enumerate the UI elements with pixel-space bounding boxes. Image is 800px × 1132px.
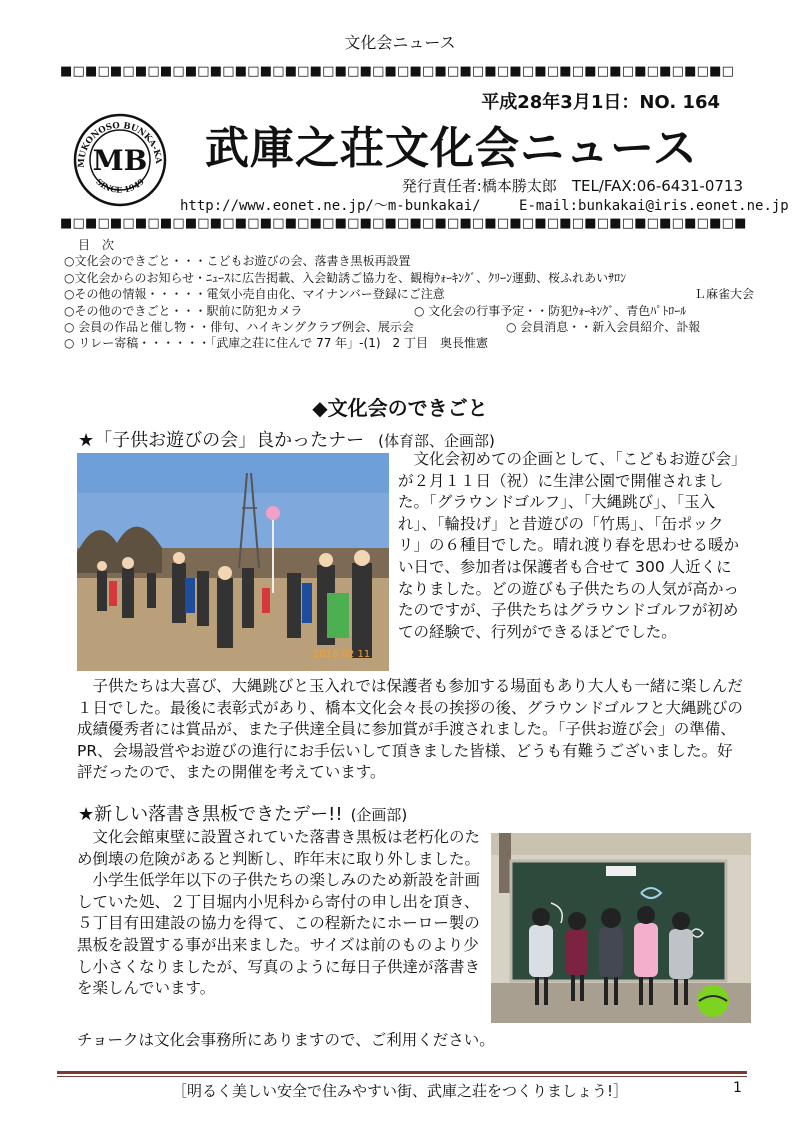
toc-item[interactable]: ○文化会のできごと・・・こどもお遊びの会、落書き黒板再設置 — [64, 254, 411, 269]
article2-title — [78, 800, 407, 826]
toc-item[interactable]: ○その他の情報・・・・・電気小売自由化、マイナンバー登録にご注意 Ｌ麻雀大会 — [64, 287, 754, 302]
footer-rule — [57, 1071, 747, 1074]
article2-paragraph: 小学生低学年以下の子供たちの楽しみのため新設を計画していた処、２丁目堀内小児科から寄付の申し出を頂き、５丁目有田建設の協力を得て、この程新たにホーロー製の黒板を設置する事が出来ました。サイズは前のものより少し小さくなりましたが、写真のように毎日子供達が落書きを楽しんでいます。 — [77, 871, 481, 998]
footer-slogan: ［明るく美しい安全で住みやすい街、武庫之荘をつくりましょう!］ — [171, 1082, 629, 1100]
photo-date-stamp: 2016 02 11 — [313, 649, 371, 660]
web-contact — [180, 195, 789, 215]
logo-initials: MB — [92, 144, 148, 177]
article1-dept: (体育部、企画部) — [378, 432, 495, 450]
square-divider-top: ■□■□■□■□■□■□■□■□■□■□■□■□■□■□■□■□■□■□■□■□■□■□■□■□■□■□■□ — [60, 64, 735, 79]
toc-item-right[interactable]: Ｌ麻雀大会 — [693, 287, 754, 302]
logo-arc-text: MUKONOSO BUNKA-KA — [76, 120, 164, 168]
article1-paragraph: 文化会初めての企画として、「こどもお遊び会」が２月１１日（祝）に生津公園で開催されました。「グラウンドゴルフ」、「大縄跳び」、「玉入れ」、「輪投げ」と昔遊びの「竹馬」、「缶ポックリ」の６種目でした。晴れ渡り春を思わせる暖かい日で、参加者は保護者も合せて 300 人近くになりました。どの遊びも子供たちの人気が高かったのですが、子供たちはグラウンドゴルフが初めての経験で、行列ができるほどでした。 — [398, 450, 740, 641]
toc-item[interactable]: ○文化会からのお知らせ・ﾆｭｰｽに広告掲載、入会勧誘ご協力を、観梅ｳｫｰｷﾝｸﾞ、ｸﾘｰﾝ運動、桜ふれあいｻﾛﾝ — [64, 270, 627, 285]
section-heading: ◆文化会のできごと — [312, 396, 488, 420]
mb-logo — [72, 112, 168, 208]
article2-paragraph: 文化会館東壁に設置されていた落書き黒板は老朽化のため倒壊の危険があると判断し、昨年末に取り外しました。 — [77, 828, 481, 868]
mb-logo-emblem — [72, 112, 168, 208]
photo-chalkboard-children — [491, 833, 751, 1023]
footer-rule-thin — [57, 1076, 747, 1077]
toc-item[interactable]: ○ リレー寄稿・・・・・・「武庫之荘に住んで 77 年」-(1) 2 丁目 奥長惟憲 — [64, 336, 488, 351]
toc-item-right[interactable]: ○ 会員消息・・新入会員紹介、訃報 — [506, 320, 701, 335]
article2-headline: ★新しい落書き黒板できたデー!! — [78, 804, 343, 825]
article2-body — [77, 827, 485, 1000]
website-link[interactable]: http://www.eonet.ne.jp/～m-bunkakai/ — [180, 198, 481, 214]
email-link[interactable]: E-mail:bunkakai@iris.eonet.ne.jp — [519, 198, 789, 214]
toc-item-right[interactable]: ○ 文化会の行事予定・・防犯ｳｫｰｷﾝｸﾞ、青色ﾊﾟﾄﾛｰﾙ — [414, 303, 687, 318]
page-number: 1 — [733, 1080, 742, 1096]
article2-paragraph: チョークは文化会事務所にありますので、ご利用ください。 — [77, 1031, 495, 1049]
toc-title: 目 次 — [78, 238, 115, 252]
newsletter-title: 武庫之荘文化会ニュース — [205, 123, 698, 174]
article1-headline: ★「子供お遊びの会」良かったナー — [78, 430, 365, 451]
table-of-contents — [64, 237, 754, 352]
article1-paragraph: 子供たちは大喜び、大縄跳びと玉入れでは保護者も参加する場面もあり大人も一緒に楽しんだ１日でした。最後に表彰式があり、橋本文化会々長の挨拶の後、グラウンドゴルフと大縄跳びの成績優秀者には賞品が、また子供達全員に参加賞が手渡されました。「子供お遊び会」の準備、PR、会場設営やお遊びの進行にお手伝いして頂きました皆様、どうも有難うございました。好評だったので、またの開催を考えています。 — [77, 677, 743, 782]
photo-kids-play-event — [77, 453, 389, 671]
toc-item[interactable]: ○ 会員の作品と催し物・・俳句、ハイキングクラブ例会、展示会 ○ 会員消息・・新入会員紹介、訃報 — [64, 320, 701, 335]
article2-dept: (企画部) — [350, 806, 408, 824]
toc-item[interactable]: ○その他のできごと・・・駅前に防犯カメラ ○ 文化会の行事予定・・防犯ｳｫｰｷﾝｸﾞ、青色ﾊﾟﾄﾛｰﾙ — [64, 303, 687, 318]
square-divider-bottom: ■□■□■□■□■□■□■□■□■□■□■□■□■□■□■□■□■□■□■□■□■□■□■□■□■□■□■□■ — [60, 216, 747, 231]
issue-date-number: 平成28年3月1日：NO. 164 — [481, 92, 720, 113]
logo-since-text: SINCE 1949 — [94, 176, 146, 195]
running-head: 文化会ニュース — [344, 33, 456, 52]
publisher-contact: 発行責任者:橋本勝太郎 TEL/FAX:06-6431-0713 — [401, 177, 743, 195]
